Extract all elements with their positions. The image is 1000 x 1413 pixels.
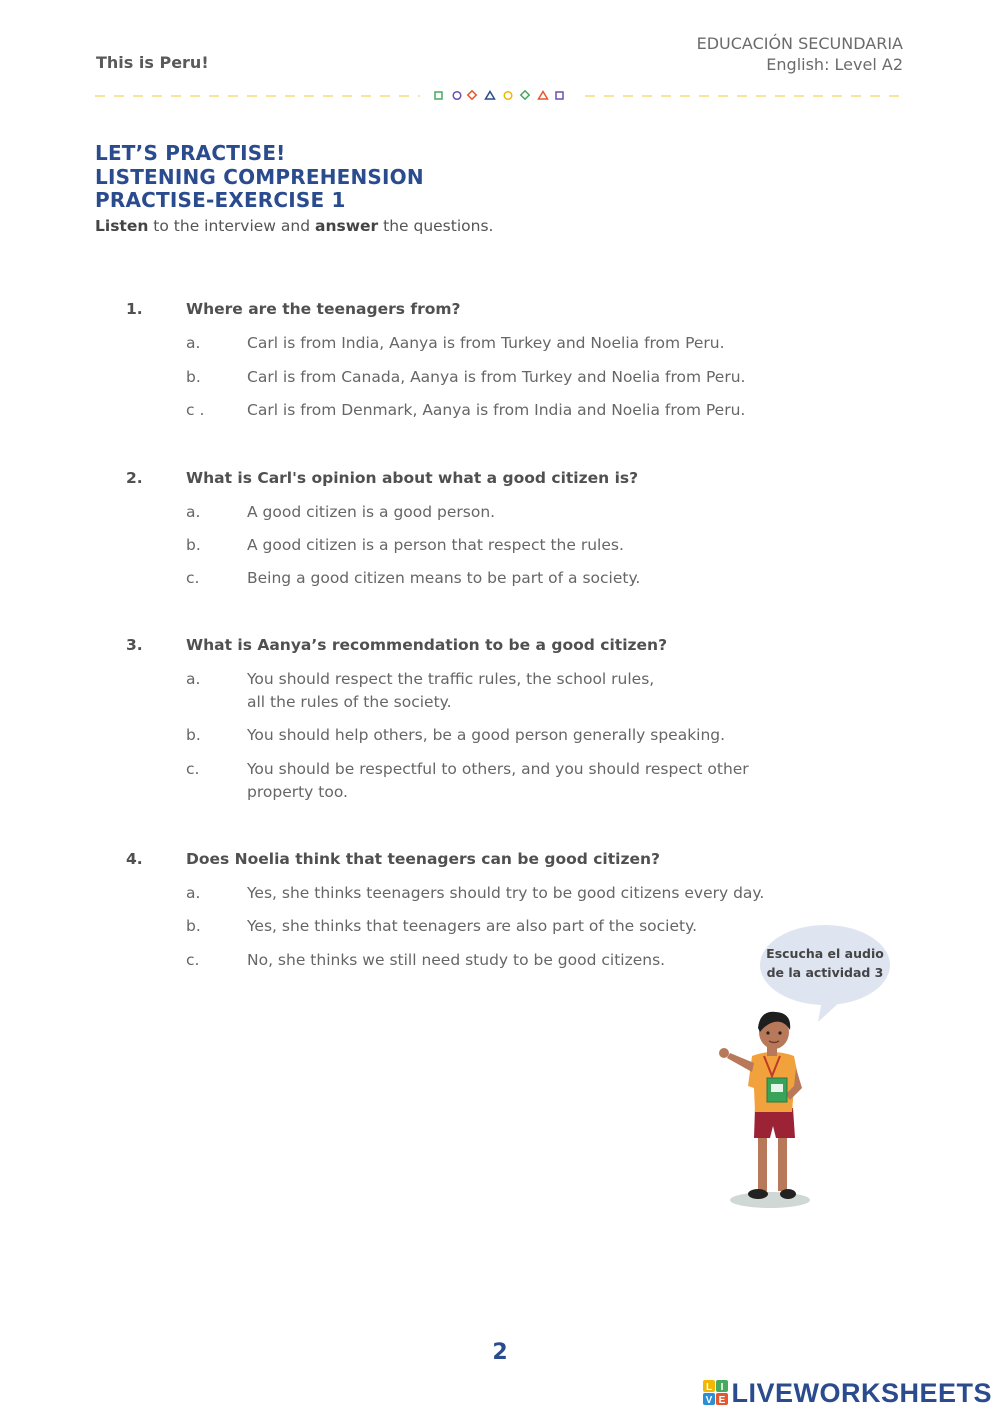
header-divider	[95, 86, 905, 106]
question-1-number: 1.	[126, 300, 143, 318]
heading-line-3: PRACTISE-EXERCISE 1	[95, 188, 346, 212]
exercise-heading	[95, 142, 424, 213]
question-4-option-a[interactable]: Yes, she thinks teenagers should try to be good citizens every day.	[247, 884, 765, 902]
question-2-option-c-letter: c.	[186, 569, 200, 587]
question-2-number: 2.	[126, 469, 143, 487]
course-level: English: Level A2	[766, 55, 903, 74]
question-3-option-b-letter: b.	[186, 726, 201, 744]
instruction-middle: to the interview and	[148, 217, 315, 235]
question-3-option-c-line-1: You should be respectful to others, and you should respect other	[247, 760, 749, 778]
divider-shapes-icon	[435, 91, 563, 100]
question-1-option-b-letter: b.	[186, 368, 201, 386]
question-3-option-b[interactable]: You should help others, be a good person generally speaking.	[247, 726, 726, 744]
question-3-option-a-line-1: You should respect the traffic rules, the school rules,	[247, 670, 655, 688]
instruction-end: the questions.	[378, 217, 494, 235]
question-4-option-a-letter: a.	[186, 884, 201, 902]
education-level: EDUCACIÓN SECUNDARIA	[696, 34, 903, 53]
badge-letter-l: L	[706, 1382, 713, 1393]
question-2-text: What is Carl's opinion about what a good citizen is?	[186, 469, 639, 487]
instruction-listen: Listen	[95, 217, 149, 235]
question-2-option-a-letter: a.	[186, 503, 201, 521]
question-2-option-b-letter: b.	[186, 536, 201, 554]
liveworksheets-logo	[703, 1378, 992, 1408]
question-2-option-a[interactable]: A good citizen is a good person.	[247, 503, 496, 521]
question-4-option-c-letter: c.	[186, 951, 200, 969]
level-block	[697, 33, 903, 75]
question-1-option-b[interactable]: Carl is from Canada, Aanya is from Turkey and Noelia from Peru.	[247, 368, 746, 386]
speech-bubble-line-1: Escucha el audio	[766, 946, 884, 961]
question-3-option-a-letter: a.	[186, 670, 201, 688]
question-3-option-a[interactable]	[247, 668, 817, 714]
question-1-option-a-letter: a.	[186, 334, 201, 352]
question-3-option-c-letter: c.	[186, 760, 200, 778]
question-3-number: 3.	[126, 636, 143, 654]
instructions	[95, 217, 493, 235]
series-title: This is Peru!	[96, 53, 209, 72]
question-4-text: Does Noelia think that teenagers can be good citizen?	[186, 850, 661, 868]
speech-bubble-text	[760, 944, 890, 982]
question-3-text: What is Aanya’s recommendation to be a good citizen?	[186, 636, 668, 654]
question-1-option-c-letter: c .	[186, 401, 205, 419]
question-2-option-b[interactable]: A good citizen is a person that respect the rules.	[247, 536, 624, 554]
badge-letter-e: E	[719, 1395, 726, 1406]
badge-letter-i: I	[721, 1382, 724, 1393]
question-4-number: 4.	[126, 850, 143, 868]
question-3-option-c-line-2: property too.	[247, 783, 348, 801]
question-1-option-c[interactable]: Carl is from Denmark, Aanya is from India and Noelia from Peru.	[247, 401, 746, 419]
page-number: 2	[492, 1340, 508, 1365]
question-4-option-b-letter: b.	[186, 917, 201, 935]
badge-letter-v: V	[706, 1395, 713, 1406]
speech-bubble-line-2: de la actividad 3	[766, 965, 884, 980]
question-1-option-a[interactable]: Carl is from India, Aanya is from Turkey and Noelia from Peru.	[247, 334, 725, 352]
liveworksheets-badge-icon	[703, 1380, 729, 1406]
question-4-option-b[interactable]: Yes, she thinks that teenagers are also part of the society.	[247, 917, 697, 935]
question-3-option-c[interactable]	[247, 758, 817, 804]
liveworksheets-wordmark: LIVEWORKSHEETS	[731, 1377, 992, 1408]
question-1-text: Where are the teenagers from?	[186, 300, 461, 318]
heading-line-1: LET’S PRACTISE!	[95, 141, 286, 165]
question-3-option-a-line-2: all the rules of the society.	[247, 693, 452, 711]
question-4-option-c[interactable]: No, she thinks we still need study to be good citizens.	[247, 951, 666, 969]
question-2-option-c[interactable]: Being a good citizen means to be part of a society.	[247, 569, 641, 587]
boy-character-illustration-icon	[710, 1008, 820, 1213]
instruction-answer: answer	[314, 217, 379, 235]
heading-line-2: LISTENING COMPREHENSION	[95, 164, 424, 189]
